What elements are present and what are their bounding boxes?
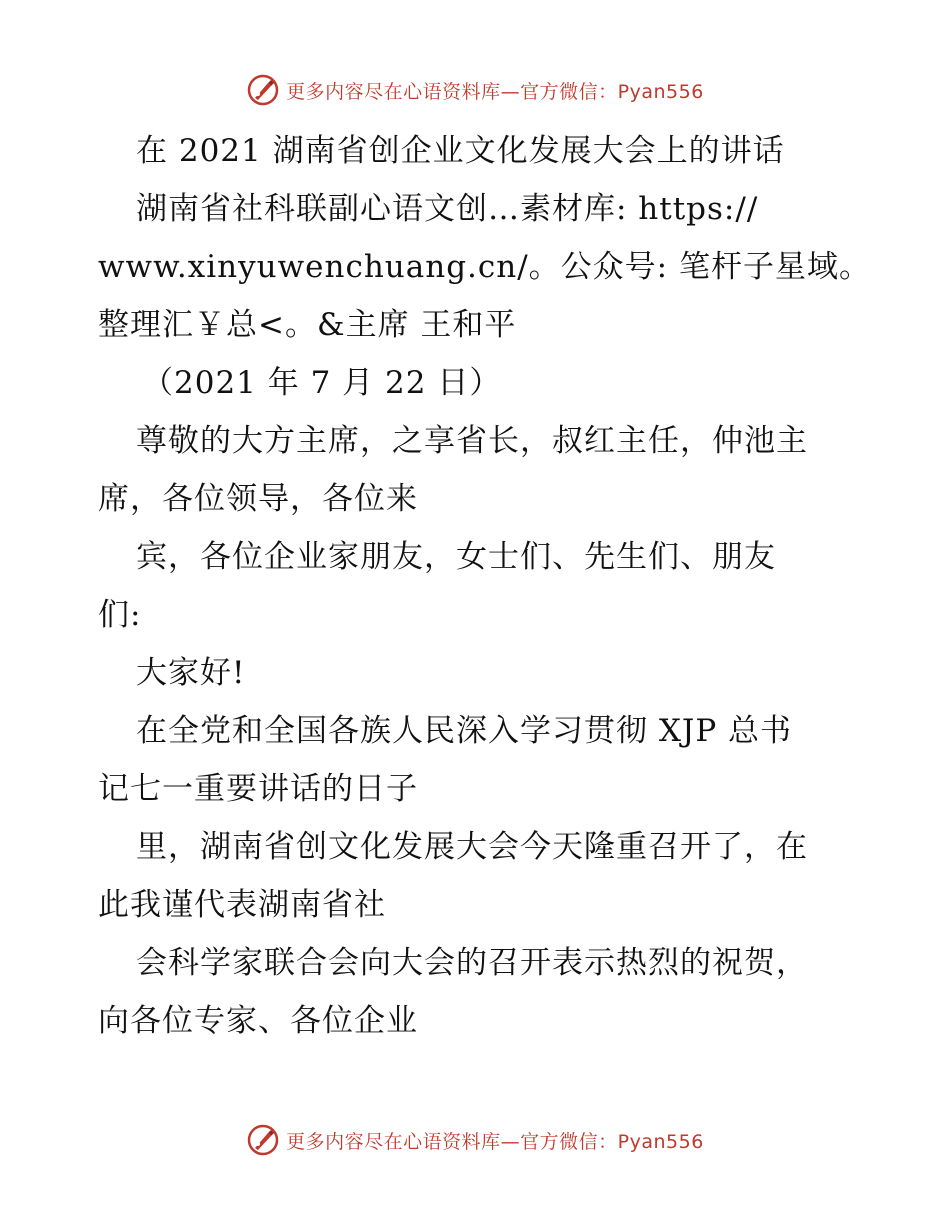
doc-line: 会科学家联合会向大会的召开表示热烈的祝贺， xyxy=(136,945,808,981)
doc-date: （2021 年 7 月 22 日） xyxy=(142,365,502,401)
document-body xyxy=(98,122,871,1050)
doc-line: 们: xyxy=(98,597,142,633)
doc-title: 在 2021 湖南省创企业文化发展大会上的讲话 xyxy=(136,133,785,169)
banner-text: 更多内容尽在心语资料库—官方微信：Pyan556 xyxy=(286,1130,704,1153)
doc-line: 向各位专家、各位企业 xyxy=(98,1003,418,1039)
footer-banner xyxy=(0,1120,950,1160)
doc-line: 里，湖南省创文化发展大会今天隆重召开了，在 xyxy=(136,829,808,865)
pen-seal-icon xyxy=(246,73,280,107)
pen-seal-icon xyxy=(246,1123,280,1157)
banner-text: 更多内容尽在心语资料库—官方微信：Pyan556 xyxy=(286,80,704,103)
doc-line: 湖南省社科联副心语文创…素材库: https:// xyxy=(136,191,759,227)
doc-line: 席，各位领导，各位来 xyxy=(98,481,418,517)
doc-line: 宾，各位企业家朋友，女士们、先生们、朋友 xyxy=(136,539,776,575)
doc-line: 在全党和全国各族人民深入学习贯彻 XJP 总书 xyxy=(136,713,793,749)
doc-line: www.xinyuwenchuang.cn/。公众号: 笔杆子星域。 xyxy=(98,249,871,285)
header-banner xyxy=(0,70,950,110)
doc-line: 大家好! xyxy=(136,655,246,691)
doc-line: 记七一重要讲话的日子 xyxy=(98,771,418,807)
doc-line: 此我谨代表湖南省社 xyxy=(98,887,386,923)
doc-line: 整理汇￥总<。&主席 王和平 xyxy=(98,307,517,343)
doc-line: 尊敬的大方主席，之享省长，叔红主任，仲池主 xyxy=(136,423,808,459)
